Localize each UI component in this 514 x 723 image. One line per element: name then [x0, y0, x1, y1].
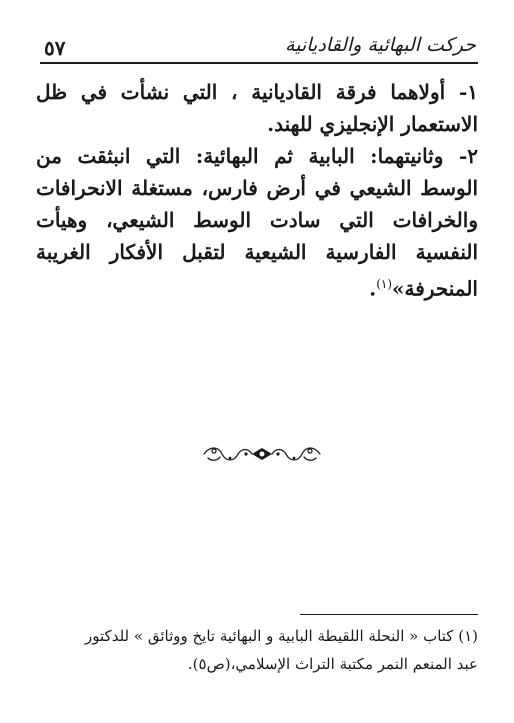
running-title: حركت البهائية والقاديانية	[285, 34, 476, 56]
list-item-2-text: ٢- وثانيتهما: البابية ثم البهائية: التي انبثقت من الوسط الشيعي في أرض فارس، مستغلة الانحرافات والخرافات التي سادت الوسط الشيعي، وهيأت النفسية الفارسية الشيعية لتقبل الأفكار الغريبة المنحرفة»	[36, 144, 478, 301]
header-divider	[40, 62, 478, 64]
footnote	[36, 622, 478, 678]
main-text	[36, 76, 478, 305]
footnote-reference: (١)	[376, 277, 393, 291]
list-item-1: ١- أولاهما فرقة القاديانية ، التي نشأت في ظل الاستعمار الإنجليزي للهند.	[36, 80, 478, 136]
ornament-divider-icon	[200, 442, 324, 466]
list-item-2-end: .	[369, 276, 377, 301]
footnote-line-1: (١) كتاب « النحلة اللقيطة البابية و البهائية تايخ ووثائق » للدكتور	[85, 627, 478, 645]
page-number: ٥٧	[44, 36, 66, 60]
footnote-divider	[300, 614, 478, 615]
page-header	[40, 32, 478, 66]
list-item-2	[36, 140, 478, 305]
footnote-line-2: عبد المنعم النمر مكتبة التراث الإسلامي،(ص٥).	[187, 655, 478, 673]
